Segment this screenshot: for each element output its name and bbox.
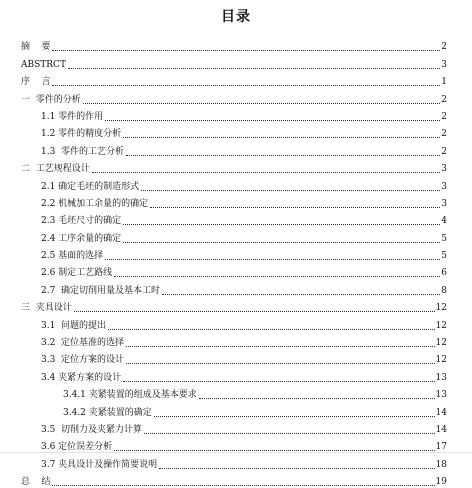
toc-entry[interactable] xyxy=(0,140,472,157)
toc-entry-page: 5 xyxy=(441,233,447,244)
toc-entry-page: 14 xyxy=(435,407,447,418)
toc-entry[interactable] xyxy=(0,401,472,418)
toc-leader-dots xyxy=(162,294,440,295)
toc-entry-label: 2.6 制定工艺路线 xyxy=(41,268,113,279)
toc-entry-page: 2 xyxy=(441,129,447,140)
toc-entry-page: 6 xyxy=(441,268,447,279)
toc-entry-page: 12 xyxy=(435,338,447,349)
toc-entry-label: 2.1 确定毛坯的制造形式 xyxy=(41,181,140,192)
toc-entry[interactable] xyxy=(0,279,472,296)
toc-entry-page: 3 xyxy=(441,59,447,70)
toc-entry-label: 序 言 xyxy=(21,77,51,88)
toc-entry-label: 摘 要 xyxy=(21,42,51,53)
toc-entry[interactable] xyxy=(0,88,472,105)
toc-entry[interactable] xyxy=(0,175,472,192)
toc-entry[interactable] xyxy=(0,210,472,227)
toc-leader-dots xyxy=(108,329,435,330)
toc-leader-dots xyxy=(123,224,440,225)
toc-entry-label: 2.3 毛坯尺寸的确定 xyxy=(41,216,122,227)
toc-leader-dots xyxy=(123,242,440,243)
toc-leader-dots xyxy=(68,68,440,69)
toc-entry[interactable] xyxy=(0,471,472,488)
toc-entry-page: 13 xyxy=(435,372,447,383)
toc-leader-dots xyxy=(52,485,434,486)
toc-entry-page: 3 xyxy=(441,181,447,192)
toc-entry[interactable] xyxy=(0,314,472,331)
toc-entry-label: 1.2 零件的精度分析 xyxy=(41,129,122,140)
page-bottom-divider xyxy=(0,452,472,453)
toc-leader-dots xyxy=(52,50,440,51)
toc-entry-label: 三 夹具设计 xyxy=(21,303,72,314)
toc-entry-label: 总 结 xyxy=(21,477,51,488)
toc-entry-page: 2 xyxy=(441,94,447,105)
toc-entry-label: ABSTRCT xyxy=(21,59,66,70)
toc-leader-dots xyxy=(159,468,434,469)
toc-entry-page: 5 xyxy=(441,251,447,262)
toc-entry-page: 1 xyxy=(441,77,447,88)
toc-entry[interactable] xyxy=(0,123,472,140)
toc-entry-page: 19 xyxy=(435,477,447,488)
toc-entry[interactable] xyxy=(0,158,472,175)
toc-entry[interactable] xyxy=(0,366,472,383)
toc-leader-dots xyxy=(141,190,440,191)
toc-entry-label: 2.4 工序余量的确定 xyxy=(41,233,122,244)
toc-entry[interactable] xyxy=(0,227,472,244)
toc-leader-dots xyxy=(123,137,440,138)
toc-entry-page: 2 xyxy=(441,42,447,53)
toc-entry[interactable] xyxy=(0,262,472,279)
toc-entry-label: 二 工艺规程设计 xyxy=(21,164,90,175)
toc-entry-label: 3.5 切削力及夹紧力计算 xyxy=(41,424,143,435)
toc-leader-dots xyxy=(150,207,440,208)
toc-leader-dots xyxy=(105,259,440,260)
toc-list xyxy=(0,36,472,488)
toc-entry-page: 13 xyxy=(435,390,447,401)
toc-leader-dots xyxy=(92,172,441,173)
toc-entry[interactable] xyxy=(0,297,472,314)
toc-entry[interactable] xyxy=(0,384,472,401)
toc-entry-page: 2 xyxy=(441,146,447,157)
toc-entry-label: 3.4.2 夹紧装置的确定 xyxy=(63,407,152,418)
toc-entry-label: 2.7 确定切削用量及基本工时 xyxy=(41,285,161,296)
toc-leader-dots xyxy=(144,433,435,434)
toc-entry-label: 3.2 定位基准的选择 xyxy=(41,338,125,349)
toc-entry-label: 3.7 夹具设计及操作简要说明 xyxy=(41,459,158,470)
toc-entry-label: 一 零件的分析 xyxy=(21,94,81,105)
toc-leader-dots xyxy=(126,346,435,347)
toc-leader-dots xyxy=(52,85,440,86)
toc-entry-label: 3.1 问题的提出 xyxy=(41,320,107,331)
toc-entry-page: 3 xyxy=(441,198,447,209)
toc-entry-label: 2.5 基面的选择 xyxy=(41,251,104,262)
toc-entry-label: 3.4.1 夹紧装置的组成及基本要求 xyxy=(63,390,197,401)
toc-leader-dots xyxy=(74,311,435,312)
toc-entry-label: 1.3 零件的工艺分析 xyxy=(41,146,125,157)
toc-entry[interactable] xyxy=(0,53,472,70)
toc-leader-dots xyxy=(114,276,440,277)
toc-entry[interactable] xyxy=(0,193,472,210)
toc-entry-label: 1.1 零件的作用 xyxy=(41,111,104,122)
toc-entry-label: 2.2 机械加工余量的的确定 xyxy=(41,198,149,209)
toc-entry[interactable] xyxy=(0,245,472,262)
toc-entry-page: 14 xyxy=(435,424,447,435)
toc-entry[interactable] xyxy=(0,71,472,88)
toc-entry[interactable] xyxy=(0,436,472,453)
toc-entry-page: 18 xyxy=(435,459,447,470)
toc-entry-page: 12 xyxy=(435,355,447,366)
toc-entry[interactable] xyxy=(0,36,472,53)
toc-entry-page: 17 xyxy=(435,442,447,453)
toc-entry-page: 12 xyxy=(435,303,447,314)
toc-entry[interactable] xyxy=(0,349,472,366)
toc-leader-dots xyxy=(123,381,434,382)
toc-leader-dots xyxy=(154,416,435,417)
toc-entry[interactable] xyxy=(0,332,472,349)
toc-leader-dots xyxy=(105,120,440,121)
toc-entry-label: 3.6 定位误差分析 xyxy=(41,442,113,453)
toc-leader-dots xyxy=(199,398,435,399)
toc-entry-page: 8 xyxy=(441,285,447,296)
toc-entry-label: 3.4 夹紧方案的设计 xyxy=(41,372,122,383)
toc-entry[interactable] xyxy=(0,106,472,123)
toc-entry-page: 12 xyxy=(435,320,447,331)
toc-leader-dots xyxy=(83,103,441,104)
toc-title: 目录 xyxy=(221,9,251,25)
toc-entry-page: 2 xyxy=(441,111,447,122)
toc-entry[interactable] xyxy=(0,419,472,436)
toc-leader-dots xyxy=(126,155,440,156)
toc-entry-page: 3 xyxy=(441,164,447,175)
toc-entry-label: 3.3 定位方案的设计 xyxy=(41,355,125,366)
toc-leader-dots xyxy=(126,363,435,364)
toc-entry-page: 4 xyxy=(441,216,447,227)
